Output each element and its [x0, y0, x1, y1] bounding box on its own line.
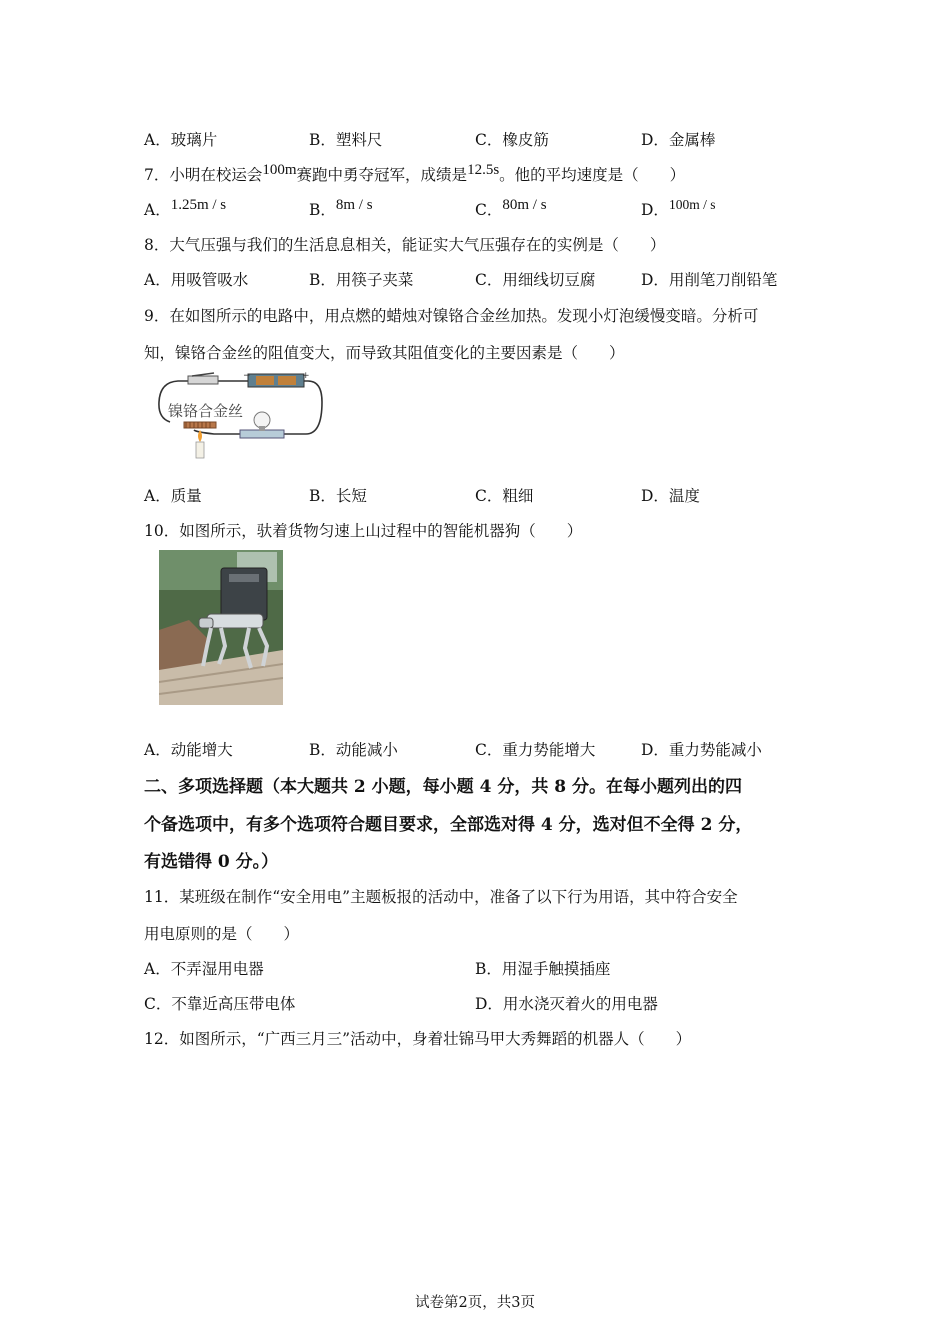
battery-minus: − [243, 372, 251, 381]
q11-option-b: B．用湿手触摸插座 [475, 960, 611, 978]
q7-stem [144, 163, 685, 185]
q6-option-c: C．橡皮筋 [475, 131, 549, 149]
q8-option-d: D．用削笔刀削铅笔 [641, 271, 778, 289]
section2-heading-line1: 二、多项选择题（本大题共 2 小题，每小题 4 分，共 8 分。在每小题列出的四 [144, 777, 742, 797]
q9-option-a: A．质量 [144, 487, 202, 505]
switch [188, 376, 218, 384]
page-footer: 试卷第2页，共3页 [415, 1295, 535, 1311]
q7-option-a-label: A． [144, 201, 171, 219]
candle [196, 442, 204, 458]
bulb-socket [259, 426, 265, 431]
q9-stem-line1: 9．在如图所示的电路中，用点燃的蜡烛对镍铬合金丝加热。发现小灯泡缓慢变暗。分析可 [144, 307, 759, 325]
section2-heading-line2: 个备选项中，有多个选项符合题目要求，全部选对得 4 分，选对但不全得 2 分， [144, 815, 753, 835]
q10-option-b: B．动能减小 [309, 741, 398, 759]
bulb-glass [254, 412, 270, 428]
q10-robot-dog-photo [159, 550, 283, 705]
q9-stem-line2: 知，镍铬合金丝的阻值变大，而导致其阻值变化的主要因素是（ ） [144, 344, 625, 362]
photo-cargo-handle [229, 574, 259, 582]
q7-stem-c: 。他的平均速度是（ ） [499, 166, 686, 184]
q11-stem-line2: 用电原则的是（ ） [144, 925, 300, 943]
q7-option-a-value: 1.25m / s [170, 197, 227, 213]
q7-option-c-label: C． [475, 201, 503, 219]
q7-option-d [641, 198, 715, 220]
q10-option-a: A．动能增大 [144, 741, 233, 759]
q9-circuit-figure [156, 372, 326, 462]
battery-cell-2 [278, 376, 296, 385]
q11-option-d: D．用水浇灭着火的用电器 [475, 995, 658, 1013]
q10-option-d: D．重力势能减小 [641, 741, 762, 759]
nichrome-wire [184, 422, 216, 428]
q7-option-c-value: 80m / s [502, 197, 547, 213]
section2-heading-line3: 有选错得 0 分。） [144, 852, 279, 872]
photo-robot-head [199, 618, 213, 628]
q7-stem-b: 赛跑中勇夺冠军，成绩是 [296, 166, 468, 184]
q11-option-c: C．不靠近高压带电体 [144, 995, 296, 1013]
q7-stem-a: 7．小明在校运会 [144, 166, 263, 184]
q7-distance: 100m [262, 162, 297, 178]
bulb-base [240, 430, 284, 438]
q7-option-a [144, 198, 226, 220]
q9-option-c: C．粗细 [475, 487, 534, 505]
q6-option-d: D．金属棒 [641, 131, 716, 149]
q9-option-b: B．长短 [309, 487, 367, 505]
q8-option-a: A．用吸管吸水 [144, 271, 249, 289]
q6-option-a: A．玻璃片 [144, 131, 218, 149]
q12-stem: 12．如图所示，“广西三月三”活动中，身着壮锦马甲大秀舞蹈的机器人（ ） [144, 1030, 692, 1048]
q8-stem: 8．大气压强与我们的生活息息相关，能证实大气压强存在的实例是（ ） [144, 236, 666, 254]
q7-option-b [309, 198, 373, 220]
q10-stem: 10．如图所示，驮着货物匀速上山过程中的智能机器狗（ ） [144, 522, 583, 540]
q7-option-b-value: 8m / s [335, 197, 373, 213]
q8-option-c: C．用细线切豆腐 [475, 271, 596, 289]
q9-option-d: D．温度 [641, 487, 700, 505]
q10-option-c: C．重力势能增大 [475, 741, 596, 759]
q7-option-b-label: B． [309, 201, 336, 219]
q8-option-b: B．用筷子夹菜 [309, 271, 414, 289]
q7-option-c [475, 198, 547, 220]
q7-option-d-value: 100m / s [668, 197, 716, 212]
nichrome-label: 镍铬合金丝 [168, 402, 244, 420]
q6-option-b: B．塑料尺 [309, 131, 383, 149]
battery-plus: + [302, 372, 310, 381]
battery-cell-1 [256, 376, 274, 385]
photo-robot-body [207, 614, 263, 628]
q11-stem-line1: 11．某班级在制作“安全用电”主题板报的活动中，准备了以下行为用语，其中符合安全 [144, 888, 738, 906]
q7-time: 12.5s [467, 162, 500, 178]
q11-option-a: A．不弄湿用电器 [144, 960, 264, 978]
q7-option-d-label: D． [641, 201, 669, 219]
nichrome-coil-turns [186, 422, 210, 428]
